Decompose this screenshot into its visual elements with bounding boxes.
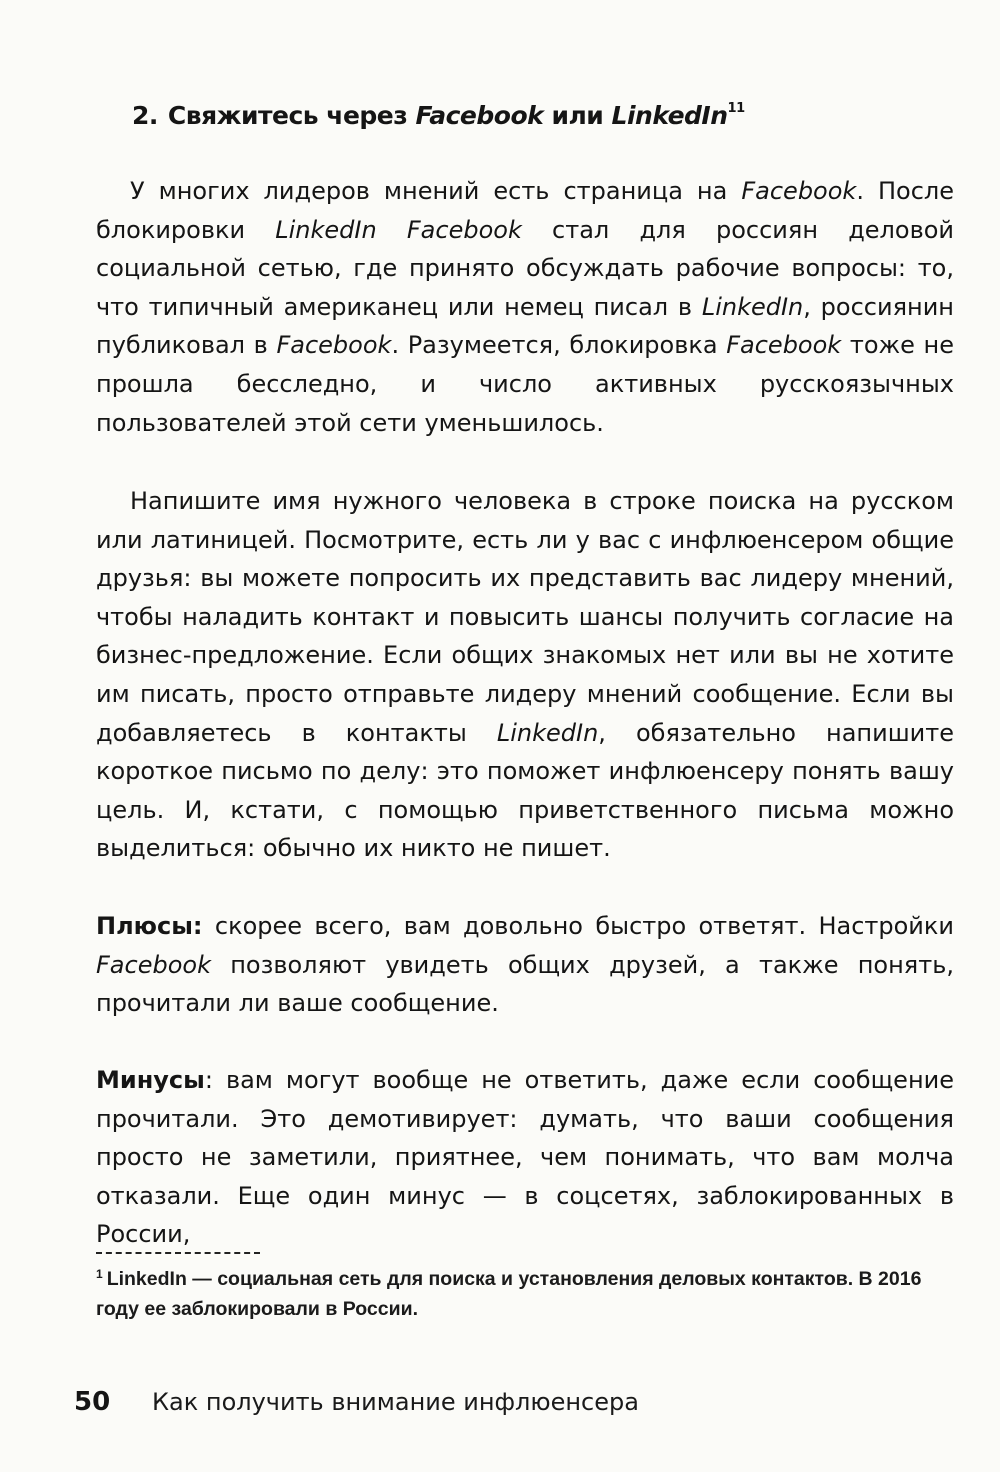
footnote-text: LinkedIn — социальная сеть для поиска и установления деловых контактов. В 2016 году ее заблокировали в России. xyxy=(96,1268,922,1320)
heading-connector: или xyxy=(551,101,604,130)
paragraph-search-advice: Напишите имя нужного человека в строке поиска на русском или латиницей. Посмотрите, есть ли у вас с инфлюенсером общие друзья: вы можете попросить их представить вас лидеру мнений, чтобы наладить контакт и повысить шансы получить согласие на бизнес-предложение. Если общих знакомых нет или вы не хотите им писать, просто отправьте лидеру мнений сообщение. Если вы добавляетесь в контакты LinkedIn, обязательно напишите короткое письмо по делу: это поможет инфлюенсеру понять вашу цель. И, кстати, с помощью приветственного письма можно выделиться: обычно их никто не пишет. xyxy=(96,487,955,863)
heading-linkedin: LinkedIn xyxy=(611,101,728,130)
pros-label: Плюсы: xyxy=(96,912,203,940)
footnote-reference: 11 xyxy=(727,101,745,116)
footnote-divider xyxy=(96,1252,260,1254)
section-heading xyxy=(132,96,932,136)
section-number: 2. xyxy=(132,101,158,130)
running-title: Как получить внимание инфлюенсера xyxy=(152,1388,639,1416)
paragraph-pros: Плюсы: скорее всего, вам довольно быстро ответят. Настройки Facebook позволяют увидеть общих друзей, а также понять, прочитали ли ваше сообщение. xyxy=(96,912,954,1018)
paragraph-cons: Минусы: вам могут вообще не ответить, даже если сообщение прочитали. Это демотивирует: думать, что ваши сообщения просто не заметили, приятнее, чем понимать, что вам молча отказали. Еще один минус — в соцсетях, заблокированных в России, xyxy=(96,1066,954,1249)
footnote-marker: 1 xyxy=(96,1267,103,1281)
page-number: 50 xyxy=(74,1387,111,1417)
cons-label: Минусы xyxy=(96,1066,205,1094)
paragraph-leaders-facebook: У многих лидеров мнений есть страница на Facebook. После блокировки LinkedIn Facebook стал для россиян деловой социальной сетью, где принято обсуждать рабочие вопросы: то, что типичный американец или немец писал в LinkedIn, россиянин публиковал в Facebook. Разумеется, блокировка Facebook тоже не прошла бесследно, и число активных русскоязычных пользователей этой сети уменьшилось. xyxy=(96,177,955,437)
heading-facebook: Facebook xyxy=(415,101,544,130)
footnote xyxy=(96,1264,958,1324)
heading-text: Свяжитесь через xyxy=(167,101,408,130)
